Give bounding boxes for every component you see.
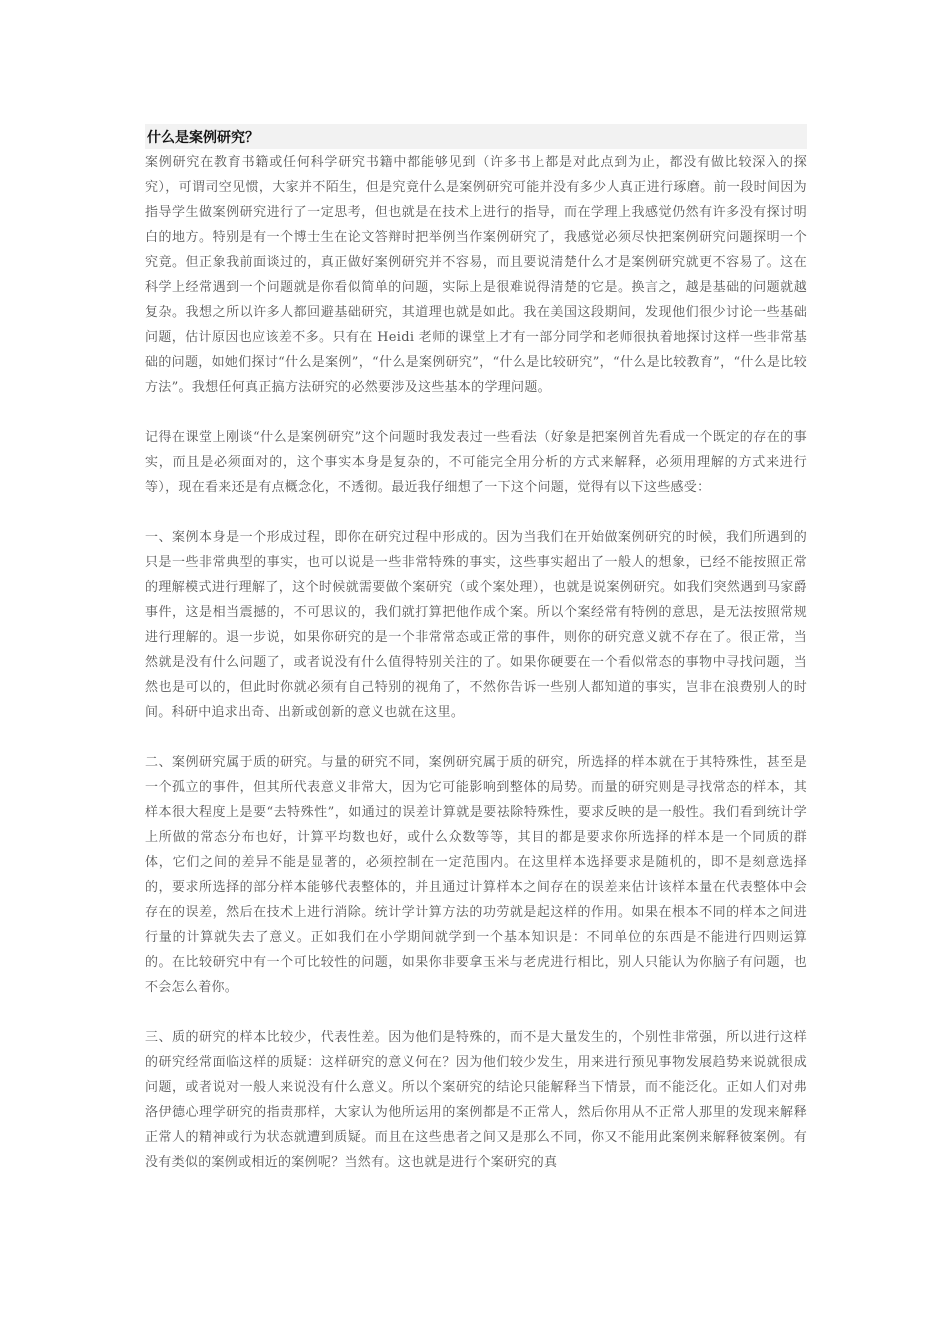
article-title: 什么是案例研究？ <box>147 130 259 146</box>
paragraph-spacer <box>145 1000 807 1025</box>
paragraph-point-two: 二、案例研究属于质的研究。与量的研究不同，案例研究属于质的研究，所选择的样本就在于其特殊性，甚至是一个孤立的事件，但其所代表意义非常大，因为它可能影响到整体的局势。而量的研究则是寻找常态的样本，其样本很大程度上是要“去特殊性”，如通过的误差计算就是要祛除特殊性，要求反映的是一般性。我们看到统计学上所做的常态分布也好，计算平均数也好，或什么众数等等，其目的都是要求你所选择的样本是一个同质的群体，它们之间的差异不能是显著的，必须控制在一定范围内。在这里样本选择要求是随机的，即不是刻意选择的，要求所选择的部分样本能够代表整体的，并且通过计算样本之间存在的误差来估计该样本量在代表整体中会存在的误差，然后在技术上进行消除。统计学计算方法的功劳就是起这样的作用。如果在根本不同的样本之间进行量的计算就失去了意义。正如我们在小学期间就学到一个基本知识是：不同单位的东西是不能进行四则运算的。在比较研究中有一个可比较性的问题，如果你非要拿玉米与老虎进行相比，别人只能认为你脑子有问题，也不会怎么着你。 <box>145 755 807 995</box>
paragraph-point-one: 一、案例本身是一个形成过程，即你在研究过程中形成的。因为当我们在开始做案例研究的时候，我们所遇到的只是一些非常典型的事实，也可以说是一些非常特殊的事实，这些事实超出了一般人的想象，已经不能按照正常的理解模式进行理解了，这个时候就需要做个案研究（或个案处理），也就是说案例研究。如我们突然遇到马家爵事件，这是相当震撼的，不可思议的，我们就打算把他作成个案。所以个案经常有特例的意思，是无法按照常规进行理解的。退一步说，如果你研究的是一个非常常态或正常的事件，则你的研究意义就不存在了。很正常，当然就是没有什么问题了，或者说没有什么值得特别关注的了。如果你硬要在一个看似常态的事物中寻找问题，当然也是可以的，但此时你就必须有自己特别的视角了，不然你告诉一些别人都知道的事实，岂非在浪费别人的时间。科研中追求出奇、出新或创新的意义也就在这里。 <box>145 530 807 720</box>
paragraph-point-three: 三、质的研究的样本比较少，代表性差。因为他们是特殊的，而不是大量发生的，个别性非常强，所以进行这样的研究经常面临这样的质疑：这样研究的意义何在？因为他们较少发生，用来进行预见事物发展趋势来说就很成问题，或者说对一般人来说没有什么意义。所以个案研究的结论只能解释当下情景，而不能泛化。正如人们对弗洛伊德心理学研究的指责那样，大家认为他所运用的案例都是不正常人，然后你用从不正常人那里的发现来解释正常人的精神或行为状态就遭到质疑。而且在这些患者之间又是那么不同，你又不能用此案例来解释彼案例。有没有类似的案例或相近的案例呢？当然有。这也就是进行个案研究的真 <box>145 1030 807 1170</box>
article <box>145 124 807 1175</box>
paragraph-spacer <box>145 400 807 425</box>
title-bar <box>145 124 807 149</box>
paragraph-spacer <box>145 500 807 525</box>
paragraph-intro: 案例研究在教育书籍或任何科学研究书籍中都能够见到（许多书上都是对此点到为止，都没有做比较深入的探究），可谓司空见惯，大家并不陌生，但是究竟什么是案例研究可能并没有多少人真正进行琢磨。前一段时间因为指导学生做案例研究进行了一定思考，但也就是在技术上进行的指导，而在学理上我感觉仍然有许多没有探讨明白的地方。特别是有一个博士生在论文答辩时把举例当作案例研究了，我感觉必须尽快把案例研究问题探明一个究竟。但正象我前面谈过的，真正做好案例研究并不容易，而且要说清楚什么才是案例研究就更不容易了。这在科学上经常遇到一个问题就是你看似简单的问题，实际上是很难说得清楚的它是。换言之，越是基础的问题就越复杂。我想之所以许多人都回避基础研究，其道理也就是如此。我在美国这段期间，发现他们很少讨论一些基础问题，估计原因也应该差不多。只有在 Heidi 老师的课堂上才有一部分同学和老师很执着地探讨这样一些非常基础的问题，如她们探讨“什么是案例”，“什么是案例研究”，“什么是比较研究”，“什么是比较教育”，“什么是比较方法”。我想任何真正搞方法研究的必然要涉及这些基本的学理问题。 <box>145 155 807 395</box>
paragraph-recollection: 记得在课堂上刚谈“什么是案例研究”这个问题时我发表过一些看法（好象是把案例首先看成一个既定的存在的事实，而且是必须面对的，这个事实本身是复杂的，不可能完全用分析的方式来解释，必须用理解的方式来进行等），现在看来还是有点概念化，不透彻。最近我仔细想了一下这个问题，觉得有以下这些感受： <box>145 430 807 495</box>
paragraph-spacer <box>145 725 807 750</box>
